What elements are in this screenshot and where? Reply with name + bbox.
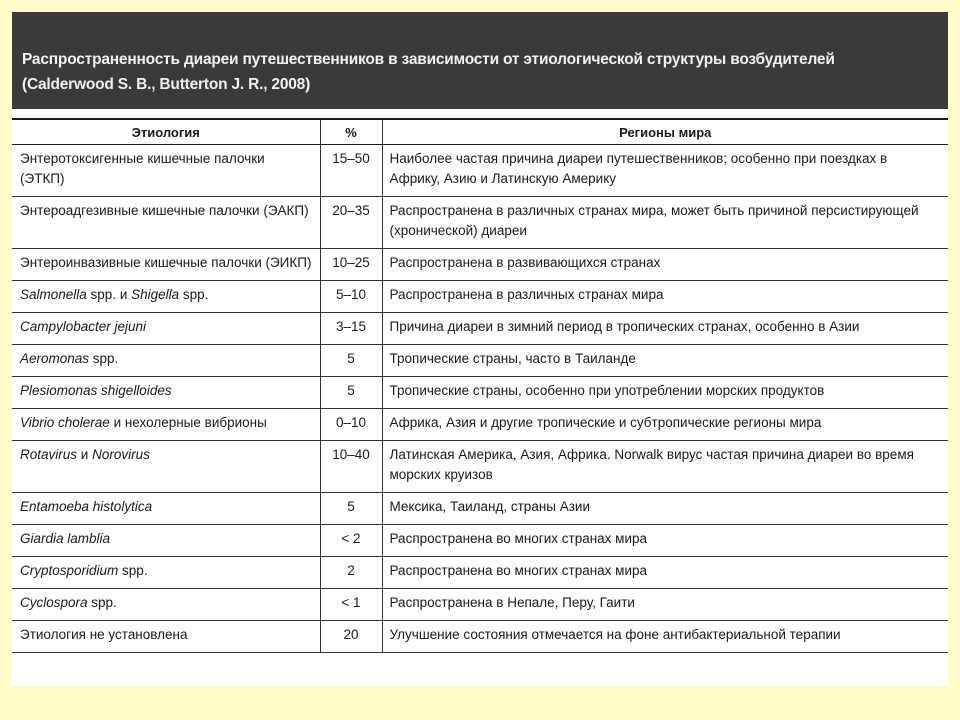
regions-cell: Распространена в Непале, Перу, Гаити	[382, 589, 948, 621]
etiology-cell	[12, 493, 320, 525]
etiology-text: spp.	[89, 351, 119, 366]
percent-cell: 3–15	[320, 313, 382, 345]
table-row	[12, 589, 948, 621]
table-title	[12, 12, 948, 109]
etiology-text: и	[77, 447, 93, 462]
etiology-italic-text: Vibrio cholerae	[20, 415, 110, 430]
regions-cell: Тропические страны, часто в Таиланде	[382, 345, 948, 377]
percent-cell: 5–10	[320, 281, 382, 313]
percent-cell: < 2	[320, 525, 382, 557]
percent-cell: 10–25	[320, 249, 382, 281]
column-header-etiology: Этиология	[12, 119, 320, 145]
table-body	[12, 145, 948, 653]
etiology-italic-text: Aeromonas	[20, 351, 90, 366]
table-row	[12, 493, 948, 525]
etiology-cell	[12, 377, 320, 409]
etiology-text: Энтеротоксигенные кишечные палочки (ЭТКП)	[20, 151, 265, 186]
etiology-cell	[12, 557, 320, 589]
etiology-cell	[12, 145, 320, 197]
percent-cell: 5	[320, 345, 382, 377]
etiology-italic-text: Norovirus	[92, 447, 150, 462]
etiology-cell	[12, 313, 320, 345]
regions-cell: Распространена в различных странах мира	[382, 281, 948, 313]
etiology-italic-text: Plesiomonas shigelloides	[20, 383, 172, 398]
etiology-cell	[12, 281, 320, 313]
etiology-cell	[12, 249, 320, 281]
column-header-regions: Регионы мира	[382, 119, 948, 145]
percent-cell: 2	[320, 557, 382, 589]
etiology-text: и нехолерные вибрионы	[109, 415, 267, 430]
table-row	[12, 525, 948, 557]
table-row	[12, 377, 948, 409]
table-row	[12, 345, 948, 377]
column-header-percent: %	[320, 119, 382, 145]
table-row	[12, 313, 948, 345]
percent-cell: 5	[320, 377, 382, 409]
regions-cell: Тропические страны, особенно при употреблении морских продуктов	[382, 377, 948, 409]
regions-cell: Распространена в развивающихся странах	[382, 249, 948, 281]
table-row	[12, 621, 948, 653]
regions-cell: Причина диареи в зимний период в тропических странах, особенно в Азии	[382, 313, 948, 345]
etiology-text: Энтероинвазивные кишечные палочки (ЭИКП)	[20, 255, 312, 270]
etiology-text: Этиология не установлена	[20, 627, 188, 642]
regions-cell: Мексика, Таиланд, страны Азии	[382, 493, 948, 525]
percent-cell: 20–35	[320, 197, 382, 249]
etiology-italic-text: Campylobacter jejuni	[20, 319, 147, 334]
etiology-italic-text: Rotavirus	[20, 447, 78, 462]
percent-cell: 5	[320, 493, 382, 525]
etiology-text: spp. и	[86, 287, 132, 302]
etiology-text: spp.	[179, 287, 209, 302]
table-row	[12, 197, 948, 249]
table-header-row	[12, 119, 948, 145]
table-row	[12, 557, 948, 589]
table-row	[12, 249, 948, 281]
table-row	[12, 281, 948, 313]
etiology-text: spp.	[87, 595, 117, 610]
etiology-cell	[12, 345, 320, 377]
percent-cell: 20	[320, 621, 382, 653]
regions-cell: Африка, Азия и другие тропические и субтропические регионы мира	[382, 409, 948, 441]
etiology-italic-text: Entamoeba histolytica	[20, 499, 153, 514]
etiology-text: Энтероадгезивные кишечные палочки (ЭАКП)	[20, 203, 309, 218]
etiology-text: spp.	[118, 563, 148, 578]
table-row	[12, 409, 948, 441]
regions-cell: Распространена во многих странах мира	[382, 525, 948, 557]
regions-cell: Улучшение состояния отмечается на фоне антибактериальной терапии	[382, 621, 948, 653]
percent-cell: 10–40	[320, 441, 382, 493]
etiology-italic-text: Shigella	[131, 287, 180, 302]
regions-cell: Распространена в различных странах мира, может быть причиной персистирующей (хронической) диареи	[382, 197, 948, 249]
percent-cell: 0–10	[320, 409, 382, 441]
percent-cell: 15–50	[320, 145, 382, 197]
etiology-cell	[12, 441, 320, 493]
etiology-cell	[12, 409, 320, 441]
regions-cell: Распространена во многих странах мира	[382, 557, 948, 589]
regions-cell: Латинская Америка, Азия, Африка. Norwalk вирус частая причина диареи во время морских круизов	[382, 441, 948, 493]
etiology-italic-text: Cryptosporidium	[20, 563, 119, 578]
table-row	[12, 441, 948, 493]
percent-cell: < 1	[320, 589, 382, 621]
table-title-citation: (Calderwood S. B., Butterton J. R., 2008)	[22, 76, 311, 93]
etiology-cell	[12, 525, 320, 557]
prevalence-table	[12, 118, 948, 653]
etiology-italic-text: Cyclospora	[20, 595, 88, 610]
regions-cell: Наиболее частая причина диареи путешественников; особенно при поездках в Африку, Азию и Латинскую Америку	[382, 145, 948, 197]
etiology-italic-text: Salmonella	[20, 287, 87, 302]
table-title-line1: Распространенность диареи путешественников в зависимости от этиологической структуры возбудителей	[22, 51, 835, 68]
etiology-cell	[12, 197, 320, 249]
etiology-italic-text: Giardia lamblia	[20, 531, 111, 546]
etiology-cell	[12, 589, 320, 621]
table-row	[12, 145, 948, 197]
etiology-cell	[12, 621, 320, 653]
slide-panel	[12, 12, 948, 686]
